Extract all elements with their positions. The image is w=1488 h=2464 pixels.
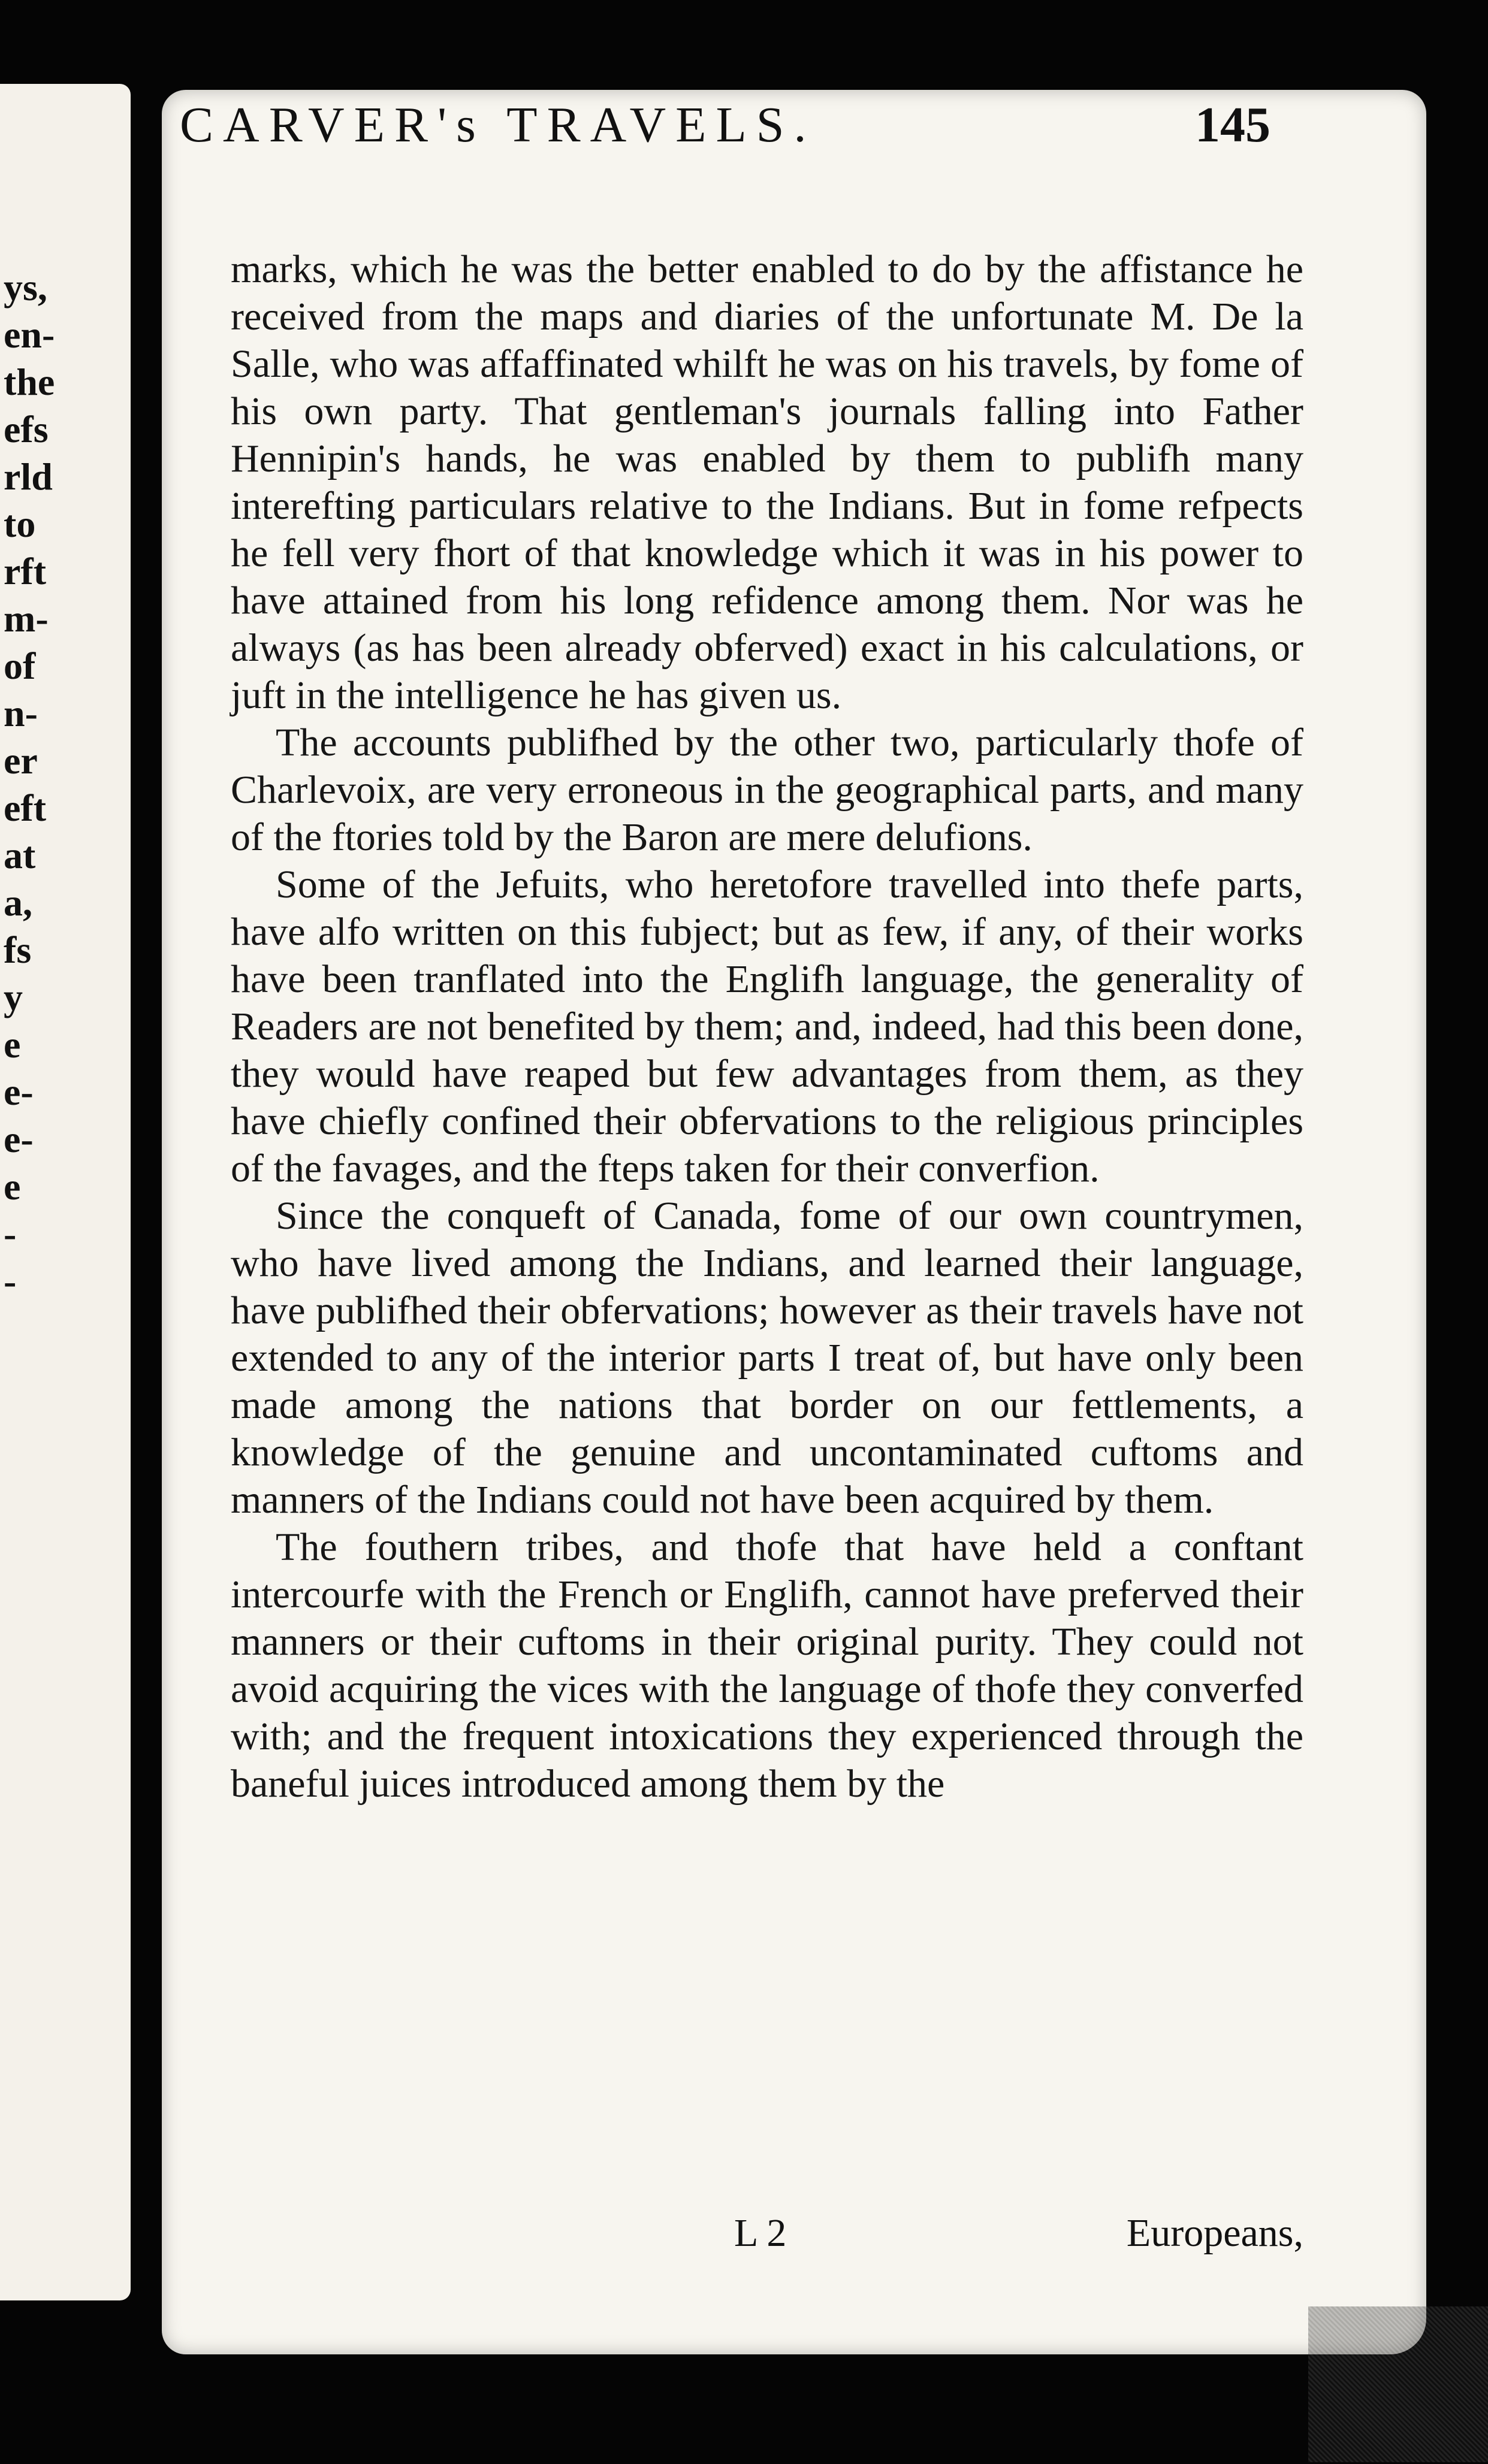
facing-page-fragment: n- <box>4 692 38 734</box>
facing-page-fragment: a, <box>4 881 32 924</box>
facing-page-fragment: fs <box>4 929 32 971</box>
facing-page-fragment: rft <box>4 550 47 592</box>
running-title: CARVER's TRAVELS. <box>180 97 816 153</box>
facing-page-fragment: m- <box>4 597 49 640</box>
page-footer <box>231 2211 1303 2270</box>
facing-page-fragment: en- <box>4 313 55 356</box>
facing-page-fragment: eft <box>4 787 47 829</box>
facing-page-fragment: the <box>4 361 55 403</box>
body-text <box>231 246 1303 1807</box>
facing-page-fragment: efs <box>4 408 49 451</box>
facing-page-fragment: - <box>4 1260 17 1302</box>
catchword: Europeans, <box>1126 2211 1303 2255</box>
facing-page-fragment: of <box>4 645 36 687</box>
facing-page-fragment: - <box>4 1213 17 1255</box>
facing-page-edge <box>0 84 131 2300</box>
page-header <box>180 96 1270 168</box>
scan-edge-noise <box>1308 2306 1488 2462</box>
facing-page-fragment: e- <box>4 1071 34 1113</box>
facing-page-fragment: e <box>4 1023 21 1066</box>
facing-page-fragment: er <box>4 739 38 782</box>
facing-page-fragment: y <box>4 976 23 1018</box>
facing-page-fragment: to <box>4 503 36 545</box>
facing-page-fragment: e- <box>4 1118 34 1160</box>
facing-page-fragment: at <box>4 834 36 876</box>
paragraph: The accounts publifhed by the other two, particularly thofe of Charlevoix, are very erroneous in the geographical parts, and many of the ftories told by the Baron are mere delufions. <box>231 721 1303 859</box>
facing-page-fragment: ys, <box>4 266 47 309</box>
paragraph: Since the conqueft of Canada, fome of our own countrymen, who have lived among the Indians, and learned their language, have publifhed their obfervations; however as their travels have not extended to any of the interior parts I treat of, but have only been made among the nations that border on our fettlements, a knowledge of the genuine and uncontaminated cuftoms and manners of the Indians could not have been acquired by them. <box>231 1194 1303 1522</box>
facing-page-fragment: e <box>4 1165 21 1208</box>
signature-mark: L 2 <box>734 2211 787 2255</box>
paragraph: marks, which he was the better enabled to do by the affistance he received from the maps and diaries of the unfortunate M. De la Salle, who was affaffinated whilft he was on his travels, by fome of his own party. That gentleman's journals falling into Father Hennipin's hands, he was enabled by them to publifh many interefting particulars relative to the Indians. But in fome refpects he fell very fhort of that knowledge which it was in his power to have attained from his long refidence among them. Nor was he always (as has been already obferved) exact in his calculations, or juft in the intelligence he has given us. <box>231 247 1303 717</box>
facing-page-fragment: rld <box>4 455 53 498</box>
page-number: 145 <box>1195 97 1270 153</box>
paragraph: The fouthern tribes, and thofe that have held a conftant intercourfe with the French or Englifh, cannot have preferved their manners or their cuftoms in their original purity. They could not avoid acquiring the vices with the language of thofe they converfed with; and the frequent intoxications they experienced through the baneful juices introduced among them by the <box>231 1525 1303 1806</box>
paragraph: Some of the Jefuits, who heretofore travelled into thefe parts, have alfo written on this fubject; but as few, if any, of their works have been tranflated into the Englifh language, the generality of Readers are not benefited by them; and, indeed, had this been done, they would have reaped but few advantages from them, as they have chiefly confined their obfervations to the religious principles of the favages, and the fteps taken for their converfion. <box>231 863 1303 1190</box>
